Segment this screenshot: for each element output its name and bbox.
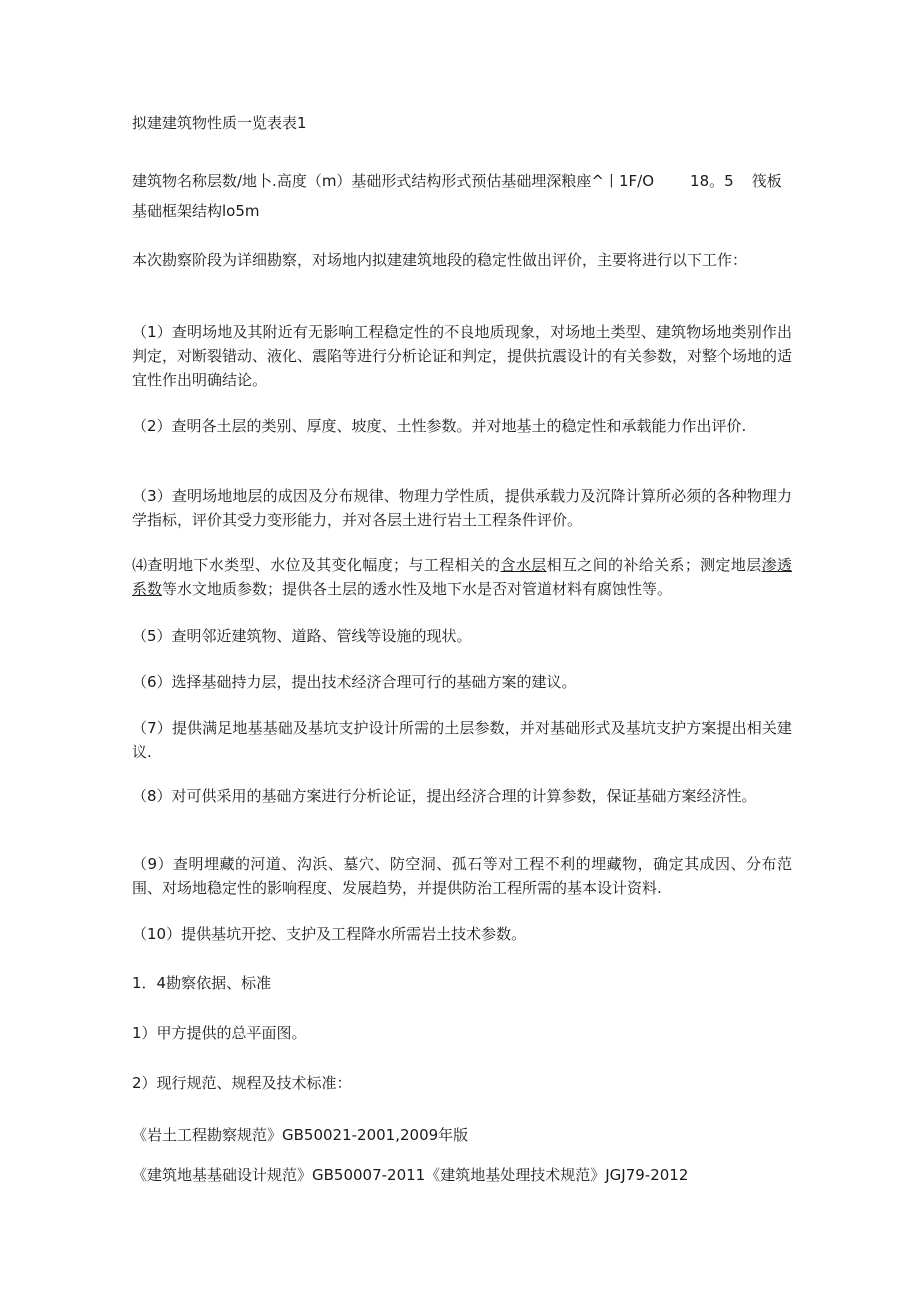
table-headers: 建筑物名称层数/地卜.高度（m）基础形式结构形式预估基础埋深粮座^丨1F/O xyxy=(132,172,655,190)
work-item-4 xyxy=(132,553,792,601)
aquifer-link[interactable]: 含水层 xyxy=(500,556,547,574)
standard-1: 《岩土工程勘察规范》GB50021-2001,2009年版 xyxy=(132,1126,469,1144)
standard-2: 《建筑地基基础设计规范》GB50007-2011《建筑地基处理技术规范》JGJ79-2012 xyxy=(132,1166,689,1184)
work-item-4-part1: ⑷查明地下水类型、水位及其变化幅度；与工程相关的 xyxy=(132,556,501,574)
section-heading: 1．4勘察依据、标准 xyxy=(132,974,272,992)
table-foundation-value: 筏板 xyxy=(751,172,782,190)
work-item-10: （10）提供基坑开挖、支护及工程降水所需岩土技术参数。 xyxy=(132,925,527,943)
permeability-link[interactable]: 渗透系数 xyxy=(132,556,792,598)
work-item-6: （6）选择基础持力层，提出技术经济合理可行的基础方案的建议。 xyxy=(132,673,577,691)
work-item-8: （8）对可供采用的基础方案进行分析论证，提出经济合理的计算参数，保证基础方案经济性。 xyxy=(132,787,757,805)
work-item-4-part3: 等水文地质参数；提供各土层的透水性及地下水是否对管道材料有腐蚀性等。 xyxy=(162,580,673,598)
work-item-2: （2）查明各土层的类别、厚度、坡度、土性参数。并对地基土的稳定性和承载能力作出评价. xyxy=(132,417,747,435)
work-item-9: （9）查明埋藏的河道、沟浜、墓穴、防空洞、孤石等对工程不利的埋藏物，确定其成因、分布范围、对场地稳定性的影响程度、发展趋势，并提供防治工程所需的基本设计资料. xyxy=(132,855,792,897)
table-height-value: 18。5 xyxy=(690,172,734,190)
table-title: 拟建建筑物性质一览表表1 xyxy=(132,114,307,132)
table-row-second: 基础框架结构lo5m xyxy=(132,202,260,220)
table-row-header xyxy=(132,170,782,193)
work-item-3: （3）查明场地地层的成因及分布规律、物理力学性质，提供承载力及沉降计算所必须的各种物理力学指标，评价其受力变形能力，并对各层土进行岩土工程条件评价。 xyxy=(132,487,792,529)
work-item-7: （7）提供满足地基基础及基坑支护设计所需的土层参数，并对基础形式及基坑支护方案提出相关建议. xyxy=(132,719,792,761)
intro-paragraph: 本次勘察阶段为详细勘察，对场地内拟建建筑地段的稳定性做出评价，主要将进行以下工作： xyxy=(132,251,748,269)
work-item-4-part2: 相互之间的补给关系；测定地层 xyxy=(546,556,762,574)
basis-item-1: 1）甲方提供的总平面图。 xyxy=(132,1024,307,1042)
basis-item-2: 2）现行规范、规程及技术标准： xyxy=(132,1074,352,1092)
work-item-5: （5）查明邻近建筑物、道路、管线等设施的现状。 xyxy=(132,627,472,645)
work-item-1: （1）查明场地及其附近有无影响工程稳定性的不良地质现象，对场地土类型、建筑物场地类别作出判定，对断裂错动、液化、震陷等进行分析论证和判定，提供抗震设计的有关参数，对整个场地的适宜性作出明确结论。 xyxy=(132,323,793,389)
